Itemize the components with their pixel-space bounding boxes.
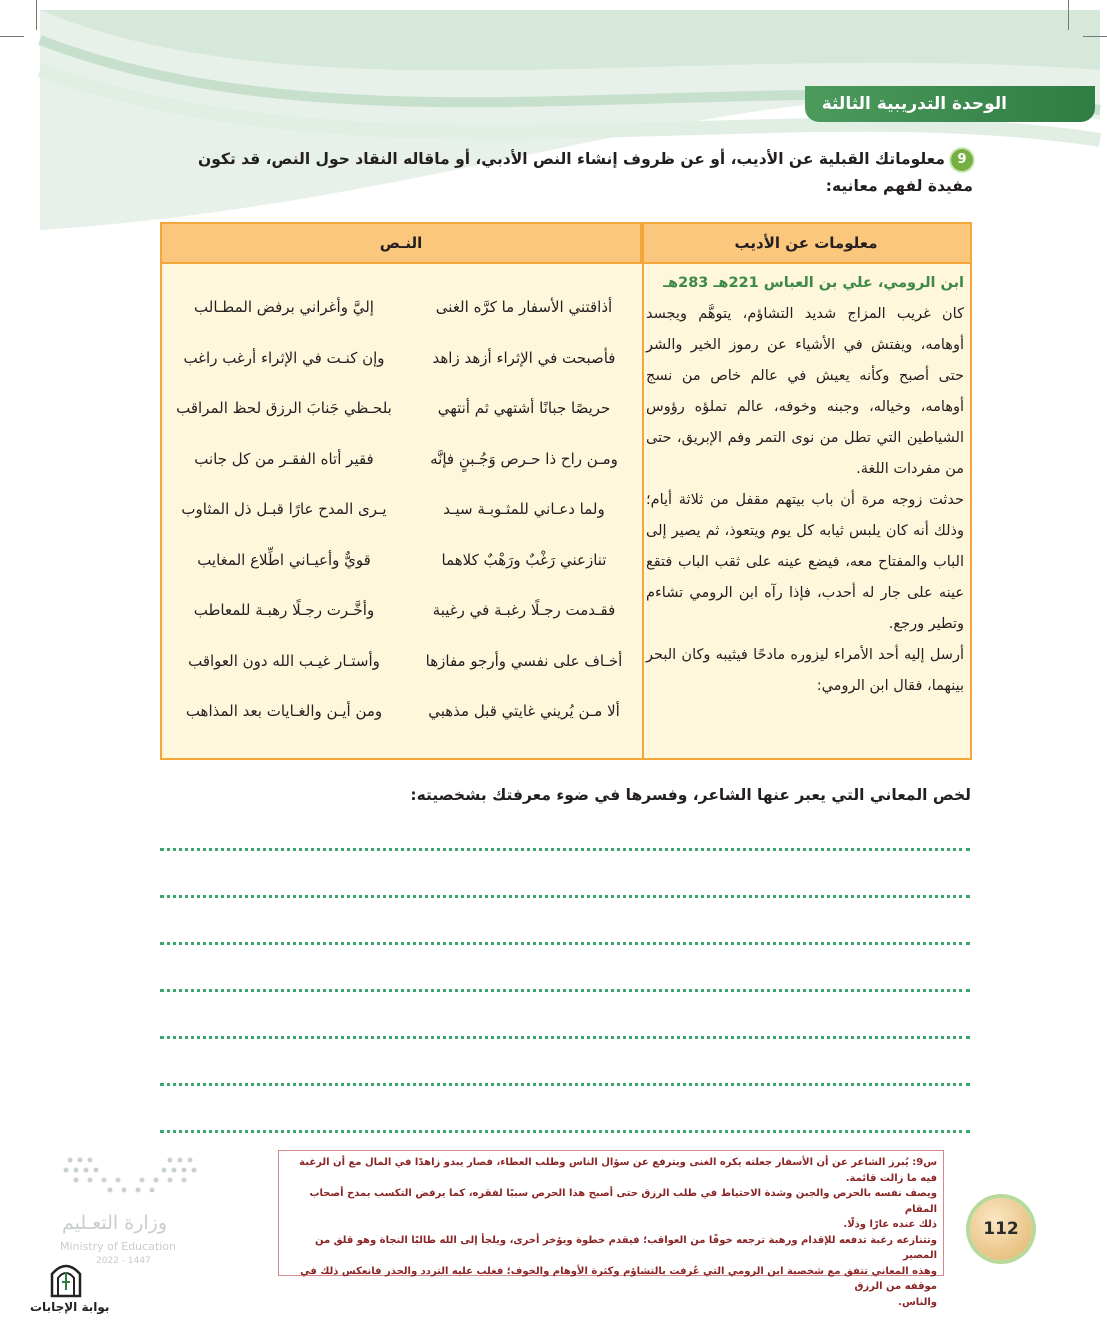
poet-name: ابن الرومي، علي بن العباس 221هـ 283هـ bbox=[663, 275, 964, 291]
crop-mark bbox=[0, 36, 24, 37]
verse-ajz: إليَّ وأغراني برفض المطـالب bbox=[194, 298, 374, 316]
verse bbox=[170, 551, 638, 602]
verse-sadr: فقـدمت رجـلًا رغبـة في رغيبة bbox=[432, 601, 616, 619]
question-number-badge: 9 bbox=[951, 149, 973, 171]
verse-ajz: وأستـار غيـب الله دون العواقب bbox=[188, 651, 380, 670]
verse-ajz: يـرى المدح عارًا قبـل ذل المثاوب bbox=[181, 500, 387, 518]
answer-line[interactable] bbox=[160, 848, 970, 851]
verse-sadr: أذاقتني الأسفار ما كرَّه الغنى bbox=[435, 298, 613, 316]
poem-cell bbox=[170, 298, 638, 753]
verse-sadr: تنازعني رَغْبٌ ورَهْبٌ كلاهما bbox=[441, 550, 607, 569]
verse-ajz: وإن كنـت في الإثراء أرغب راغب bbox=[183, 348, 385, 367]
answer-key-text bbox=[285, 1155, 937, 1310]
answer-line-text: والناس. bbox=[898, 1296, 937, 1308]
table-header-divider bbox=[162, 262, 970, 264]
verse bbox=[170, 399, 638, 450]
answer-line[interactable] bbox=[160, 989, 970, 992]
verse-ajz: وأخَّـرت رجـلًا رهبـة للمعاطب bbox=[193, 601, 375, 619]
table-column-divider bbox=[642, 224, 644, 758]
unit-title-banner: الوحدة التدريبية الثالثة bbox=[805, 86, 1095, 122]
verse bbox=[170, 702, 638, 753]
author-info-paragraph: حدثت زوجه مرة أن باب بيتهم مقفل من ثلاثة أيام؛ وذلك أنه كان يلبس ثيابه كل يوم ويتعوذ، ثم يصير إلى الباب والمفتاح معه، فيضع عينه على ثقب الباب فتقع عينه على جار له أحدب، فإذا رآه ابن الرومي تشاءم وتطير ورجع. bbox=[646, 492, 964, 632]
verse-sadr: ألا مـن يُريني غايتي قبل مذهبي bbox=[428, 702, 620, 720]
crop-mark bbox=[36, 0, 37, 30]
verse bbox=[170, 601, 638, 652]
crop-mark bbox=[1068, 0, 1069, 30]
answer-line-text: وتتنازعه رغبة تدفعه للإقدام ورهبة ترجعه خوفًا من العواقب؛ فيقدم خطوة ويؤخر أخرى، ويلجأ إلى الله طالبًا النجاة وهو قلق من المصير bbox=[314, 1234, 937, 1261]
answer-line-text: ذلك عنده عارًا وذلًا. bbox=[843, 1219, 937, 1230]
verse bbox=[170, 349, 638, 400]
verse-ajz: فقير أتاه الفقـر من كل جانب bbox=[194, 449, 374, 468]
site-logo-icon bbox=[44, 1256, 88, 1300]
question-text: معلوماتك القبلية عن الأديب، أو عن ظروف إنشاء النص الأدبي، أو ماقاله النقاد حول النص، قد تكون مفيدة لفهم معانيه: bbox=[197, 150, 973, 195]
verse-sadr: حريصًا جبانًا أشتهي ثم أنتهي bbox=[437, 399, 611, 417]
header-author-info: معلومات عن الأديب bbox=[642, 224, 970, 262]
answer-line[interactable] bbox=[160, 1036, 970, 1039]
answer-line-text: س9: يُبرز الشاعر عن أن الأسفار جعلته يكره الغنى ويترفع عن سؤال الناس وطلب العطاء، فصار يبدو زاهدًا في المال مع أن الرغبة فيه ما زالت قائمة. bbox=[299, 1157, 937, 1184]
answer-line-text: وهذه المعاني تتفق مع شخصية ابن الرومي التي عُرفت بالتشاؤم وكثرة الأوهام والخوف؛ فغلب عليه التردد والحذر فانعكس ذلك في موقفه من الرزق bbox=[300, 1265, 937, 1292]
background-swoosh bbox=[0, 0, 1107, 260]
verse bbox=[170, 450, 638, 501]
verse-sadr: ولما دعـاني للمثـوبـة سيـد bbox=[443, 500, 605, 518]
ministry-year: 2022 - 1447 bbox=[96, 1256, 151, 1266]
author-info-paragraph: أرسل إليه أحد الأمراء ليزوره مادحًا فيثيبه وكان البحر بينهما، فقال ابن الرومي: bbox=[646, 647, 964, 694]
verse bbox=[170, 652, 638, 703]
answer-line[interactable] bbox=[160, 895, 970, 898]
answer-line-text: ويصف نفسه بالحرص والجبن وشدة الاحتياط في طلب الرزق حتى أصبح هذا الحرص سببًا لفقره، كما يرفض التكسب بمدح أصحاب المقام bbox=[309, 1188, 937, 1215]
verse-ajz: بلحـظي جَنابَ الرزق لحظ المراقب bbox=[176, 399, 392, 417]
verse-sadr: ومـن راح ذا حـرص وَجُـبنٍ فإنَّه bbox=[430, 449, 618, 468]
verse-ajz: ومن أيـن والغـايات بعد المذاهب bbox=[185, 702, 383, 720]
verse bbox=[170, 500, 638, 551]
poet-table bbox=[160, 222, 972, 760]
site-label: بوابة الإجابات bbox=[30, 1300, 110, 1314]
header-text: النـص bbox=[162, 224, 642, 262]
answer-line[interactable] bbox=[160, 1083, 970, 1086]
verse-sadr: فأصبحت في الإثراء أزهد زاهد bbox=[432, 348, 616, 367]
answer-line[interactable] bbox=[160, 1130, 970, 1133]
author-info-cell bbox=[646, 268, 964, 702]
ministry-name-ar: وزارة التعـليم bbox=[62, 1212, 168, 1234]
verse-ajz: قويٌّ وأعيـاني اطِّلاع المغايب bbox=[197, 550, 371, 569]
crop-mark bbox=[1083, 36, 1107, 37]
ministry-name-en: Ministry of Education bbox=[60, 1240, 177, 1253]
page-number: 112 bbox=[970, 1198, 1032, 1260]
verse bbox=[170, 298, 638, 349]
answer-key-box bbox=[278, 1150, 944, 1308]
author-info-paragraph: كان غريب المزاج شديد التشاؤم، يتوهَّم ويجسد أوهامه، ويفتش في الأشياء عن رموز الخير والشر حتى أصبح وكأنه يعيش في عالم خاص من نسج أوهامه، وخياله، وجبنه وخوفه، عالم تملؤه رؤوس الشياطين التي تطل من نوى التمر وفم الإبريق، حتى من مفردات اللغة. bbox=[646, 306, 964, 477]
verse-sadr: أخـاف على نفسي وأرجو مفازها bbox=[425, 651, 623, 670]
answer-line[interactable] bbox=[160, 942, 970, 945]
summarize-instruction: لخص المعاني التي يعبر عنها الشاعر، وفسرها في ضوء معرفتك بشخصيته: bbox=[410, 786, 971, 804]
question-9 bbox=[153, 146, 973, 200]
